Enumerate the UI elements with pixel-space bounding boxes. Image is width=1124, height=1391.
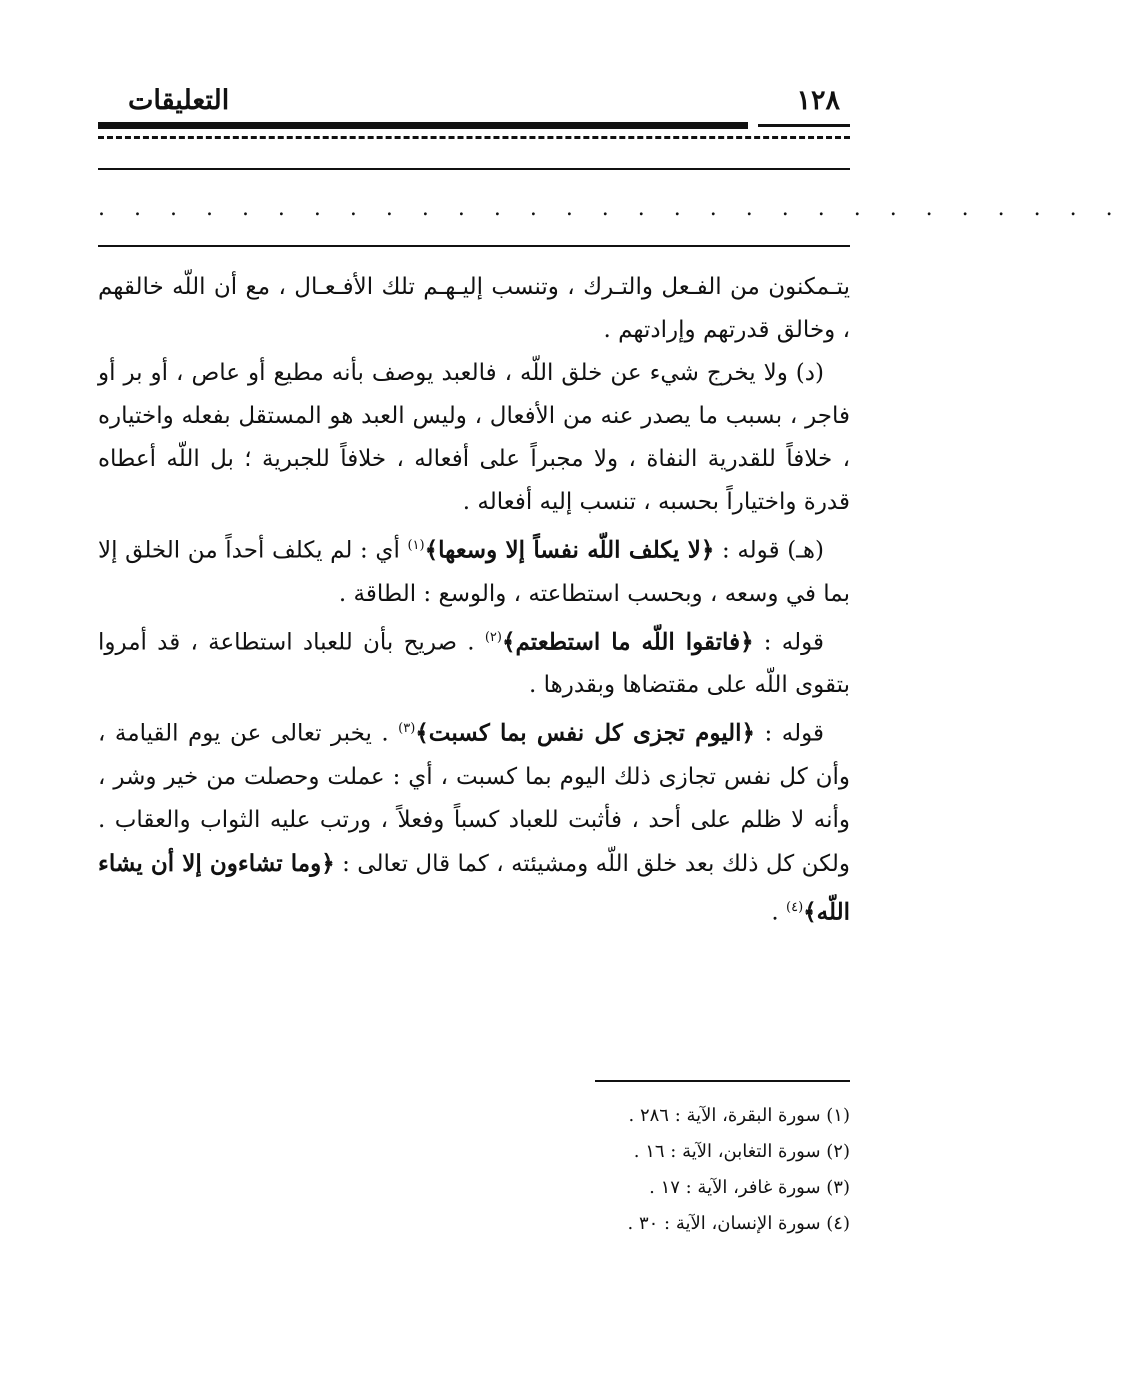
main-text	[98, 266, 850, 935]
paragraph: (د) ولا يخرج شيء عن خلق اللّه ، فالعبد يوصف بأنه مطيع أو عاص ، أو بر أو فاجر ، بسبب ما يصدر عنه من الأفعال ، وليس العبد هو المستقل بفعله واختياره ، خلافاً للقدرية النفاة ، ولا مجبراً على أفعاله ، خلافاً للجبرية ؛ بل اللّه أعطاه قدرة واختياراً بحسبه ، تنسب إليه أفعاله .	[98, 360, 850, 515]
footnotes	[98, 1098, 850, 1242]
footnote: (٢) سورة التغابن، الآية : ١٦ .	[633, 1141, 850, 1162]
page-number: ١٢٨	[796, 85, 840, 116]
footnote: (١) سورة البقرة، الآية : ٢٨٦ .	[628, 1105, 850, 1126]
quran-quote: ﴿فاتقوا اللّه ما استطعتم﴾	[501, 628, 754, 656]
footnote-ref: (٢)	[484, 629, 502, 645]
footnote: (٣) سورة غافر، الآية : ١٧ .	[649, 1177, 850, 1198]
footnote-ref: (١)	[407, 538, 425, 553]
divider-bottom	[98, 245, 850, 247]
paragraph: قوله : ﴿اليوم تجزى كل نفس بما كسبت﴾$^{(٣)}$ . يخبر تعالى عن يوم القيامة ، وأن كل نفس تجازى ذلك اليوم بما كسبت ، أي : عملت وحصلت من خير وشر ، وأنه لا ظلم على أحد ، فأثبت للعباد كسباً وفعلاً ، ورتب عليه الثواب والعقاب . ولكن كل ذلك بعد خلق اللّه ومشيئته ، كما قال تعالى : ﴿وما تشاءون إلا أن يشاء اللّه﴾$^{(٤)}$ .	[98, 719, 850, 926]
footnote-ref: (٣)	[398, 721, 416, 737]
paragraph: قوله : ﴿فاتقوا اللّه ما استطعتم﴾$^{(٢)}$ . صريح بأن للعباد استطاعة ، قد أمروا بتقوى اللّه على مقتضاها وبقدرها .	[98, 628, 850, 699]
quran-quote: ﴿لا يكلف اللّه نفساً إلا وسعها﴾	[424, 536, 715, 564]
paragraph: (هـ) قوله : ﴿لا يكلف اللّه نفساً إلا وسعها﴾$^{(١)}$ أي : لم يكلف أحداً من الخلق إلا بما في وسعه ، وبحسب استطاعته ، والوسع : الطاقة .	[98, 536, 850, 607]
running-title: التعليقات	[128, 85, 230, 116]
header-rule-short	[758, 122, 850, 129]
page-header	[98, 84, 850, 124]
header-dashed-rule	[98, 136, 850, 139]
quran-quote: ﴿اليوم تجزى كل نفس بما كسبت﴾	[415, 719, 756, 747]
separator-dots: . . . . . . . . . . . . . . . . . . . . . . . . . . . . .	[98, 196, 1124, 221]
header-rule	[98, 122, 748, 129]
paragraph: يتـمكنون من الفـعل والتـرك ، وتنسب إليـهـم تلك الأفـعـال ، مع أن اللّه خالقهم ، وخالق قدرتهم وإرادتهم .	[98, 274, 850, 343]
quran-quote: ﴿وما تشاءون إلا أن يشاء اللّه﴾	[98, 849, 850, 926]
footnote: (٤) سورة الإنسان، الآية : ٣٠ .	[627, 1213, 850, 1234]
divider-top	[98, 168, 850, 170]
footnote-rule	[595, 1080, 850, 1082]
footnote-ref: (٤)	[786, 899, 804, 915]
